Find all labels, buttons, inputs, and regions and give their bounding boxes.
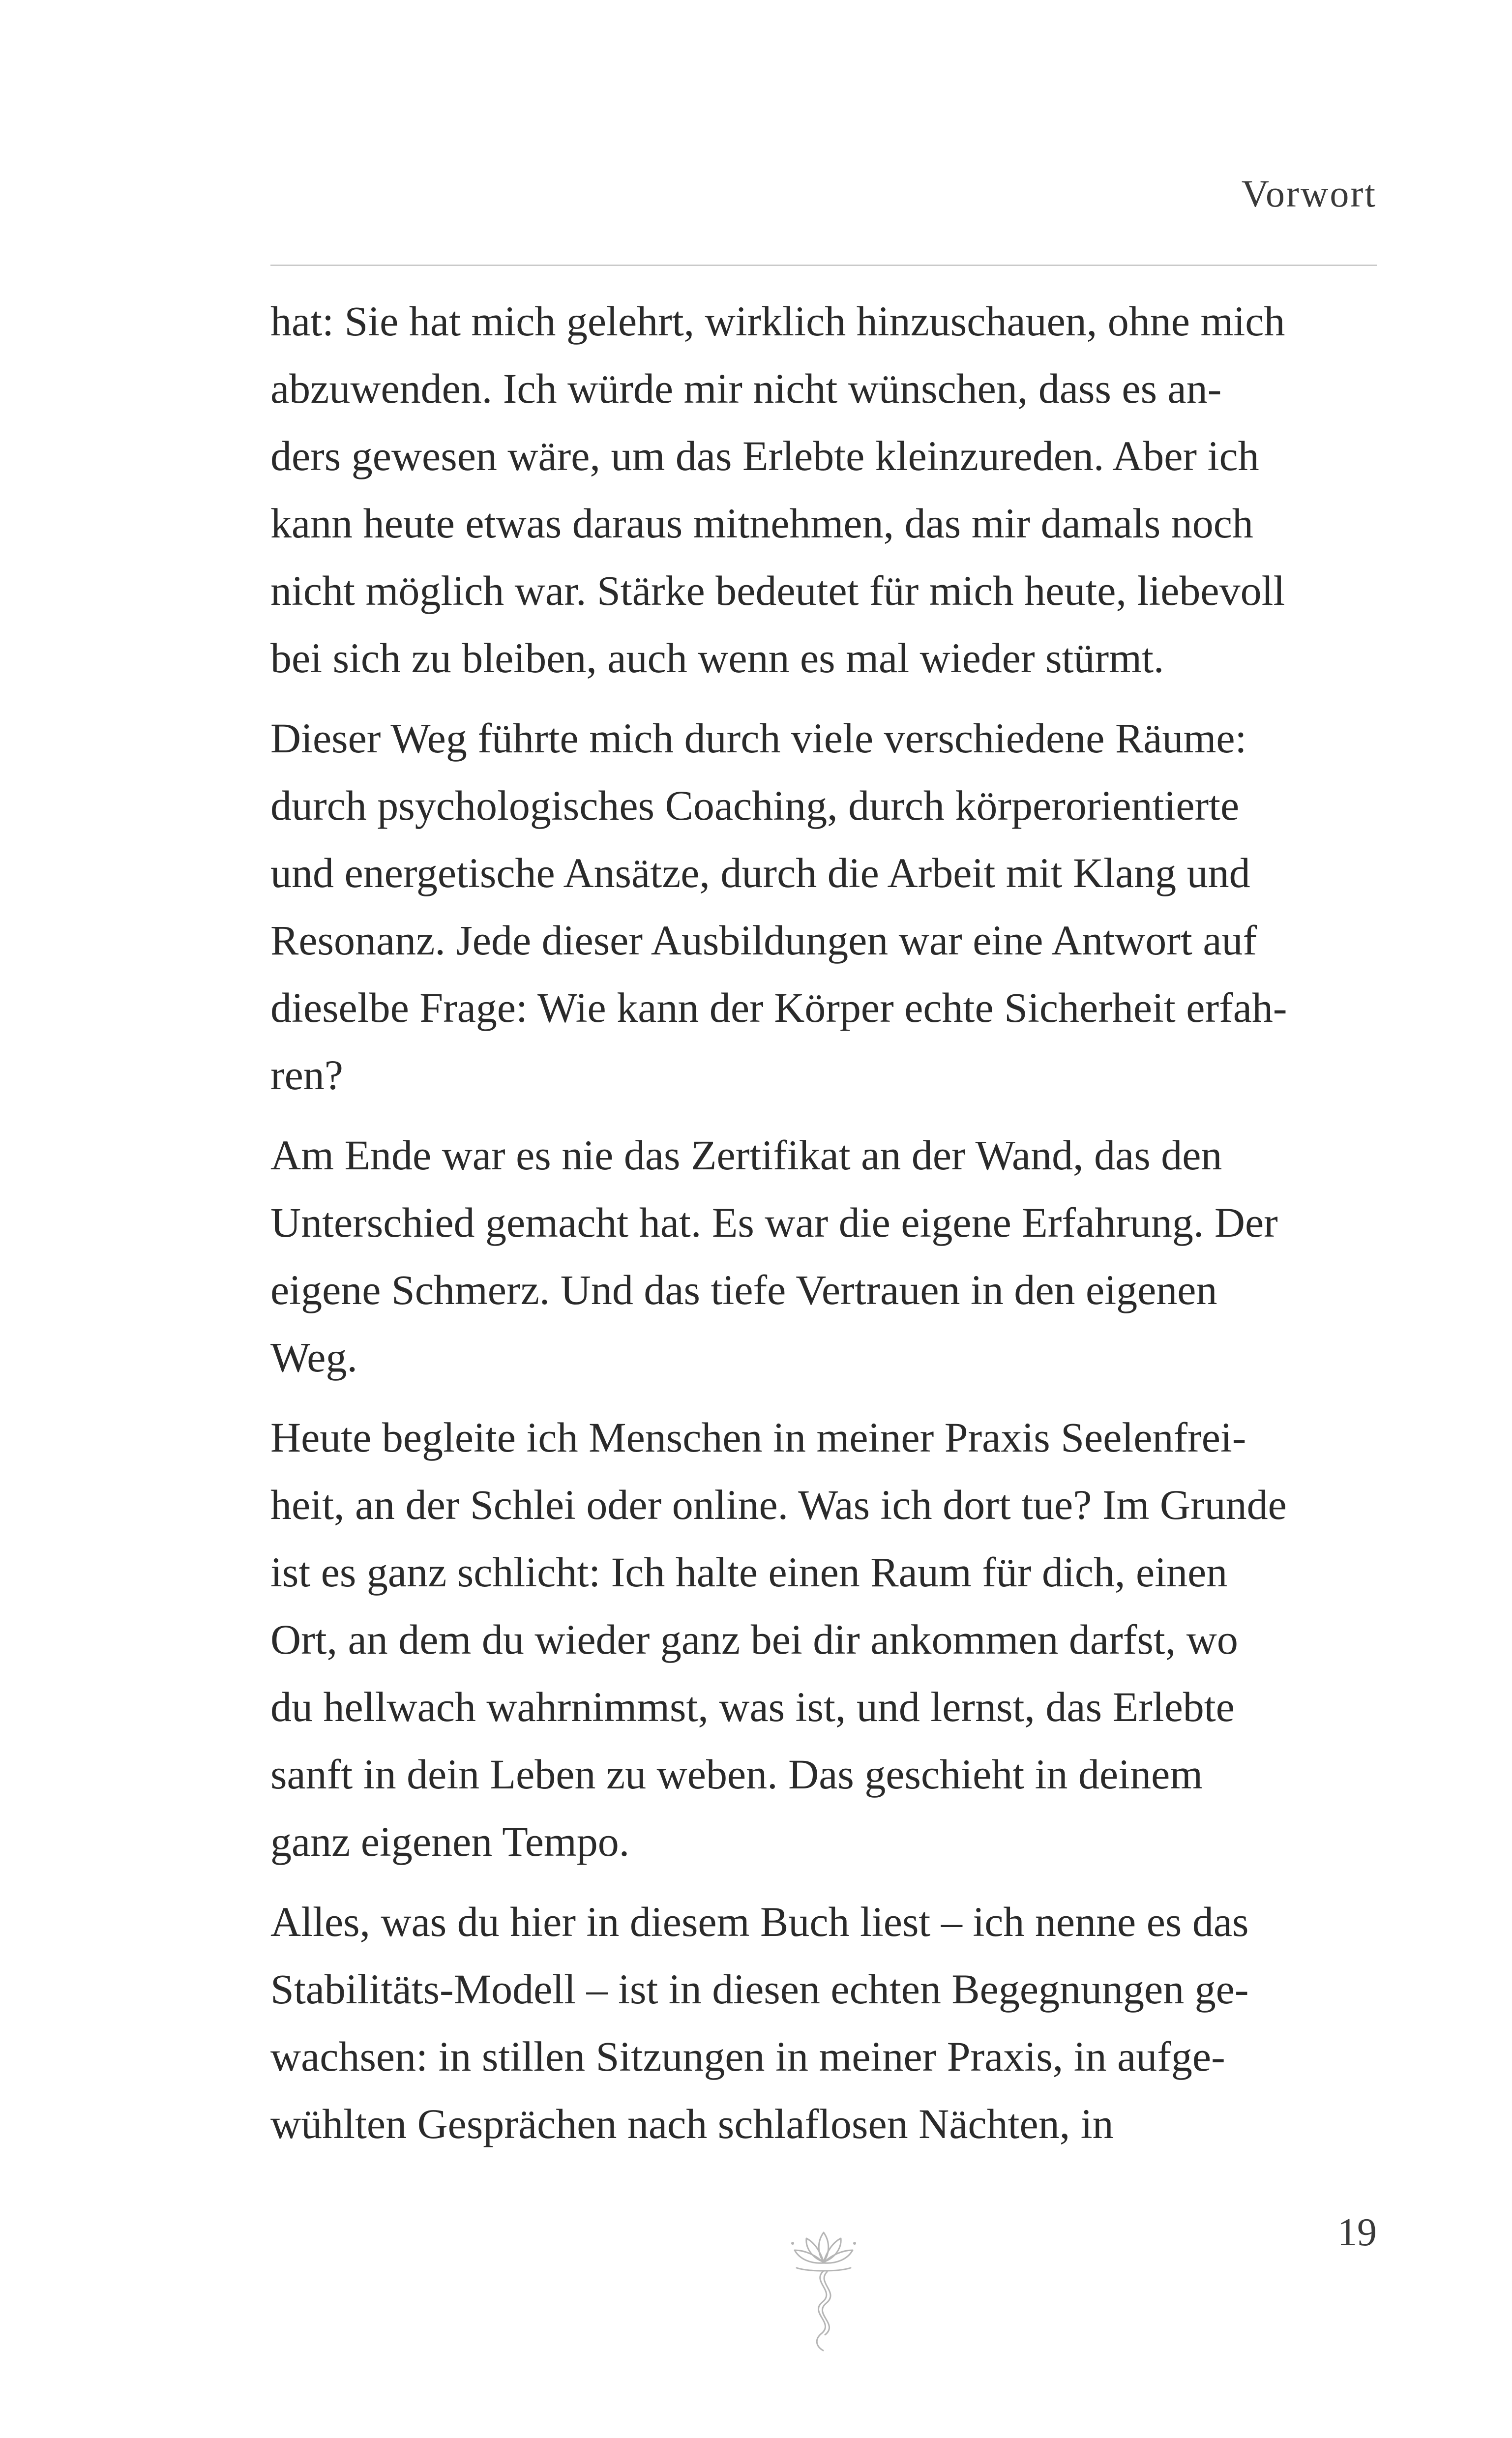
text-line: Alles, was du hier in diesem Buch liest – ich nenne es das	[270, 1898, 1249, 1945]
text-line: bei sich zu bleiben, auch wenn es mal wieder stürmt.	[270, 634, 1164, 682]
paragraph	[270, 1404, 1377, 1875]
text-line: ren?	[270, 1051, 343, 1099]
text-line: kann heute etwas daraus mitnehmen, das mir damals noch	[270, 500, 1253, 547]
text-line: wachsen: in stillen Sitzungen in meiner Praxis, in aufge-	[270, 2033, 1225, 2080]
text-line: sanft in dein Leben zu weben. Das geschieht in deinem	[270, 1751, 1203, 1798]
text-line: ganz eigenen Tempo.	[270, 1818, 630, 1865]
text-line: durch psychologisches Coaching, durch körperorientierte	[270, 782, 1240, 829]
text-line: und energetische Ansätze, durch die Arbeit mit Klang und	[270, 849, 1250, 896]
text-line: hat: Sie hat mich gelehrt, wirklich hinzuschauen, ohne mich	[270, 297, 1285, 345]
text-line: Resonanz. Jede dieser Ausbildungen war eine Antwort auf	[270, 917, 1257, 964]
text-line: heit, an der Schlei oder online. Was ich dort tue? Im Grunde	[270, 1481, 1287, 1528]
lotus-ornament-icon	[782, 2223, 865, 2355]
page-number: 19	[1337, 2211, 1377, 2254]
header-divider	[270, 265, 1377, 266]
body-text	[270, 288, 1377, 2158]
paragraph	[270, 288, 1377, 692]
text-line: abzuwenden. Ich würde mir nicht wünschen, dass es an-	[270, 365, 1222, 412]
text-line: Weg.	[270, 1334, 357, 1381]
text-line: Am Ende war es nie das Zertifikat an der Wand, das den	[270, 1131, 1222, 1179]
paragraph	[270, 1888, 1377, 2158]
text-line: ders gewesen wäre, um das Erlebte kleinzureden. Aber ich	[270, 432, 1259, 479]
running-head-title: Vorwort	[1241, 172, 1377, 215]
text-line: Ort, an dem du wieder ganz bei dir ankommen darfst, wo	[270, 1616, 1238, 1663]
text-line: ist es ganz schlicht: Ich halte einen Raum für dich, einen	[270, 1548, 1228, 1596]
text-line: du hellwach wahrnimmst, was ist, und lernst, das Erlebte	[270, 1683, 1235, 1730]
text-line: Heute begleite ich Menschen in meiner Praxis Seelenfrei-	[270, 1414, 1246, 1461]
text-line: Unterschied gemacht hat. Es war die eigene Erfahrung. Der	[270, 1199, 1278, 1246]
text-line: dieselbe Frage: Wie kann der Körper echte Sicherheit erfah-	[270, 984, 1287, 1031]
paragraph	[270, 705, 1377, 1109]
paragraph	[270, 1122, 1377, 1391]
text-line: wühlten Gesprächen nach schlaflosen Nächten, in	[270, 2100, 1114, 2147]
text-line: Dieser Weg führte mich durch viele verschiedene Räume:	[270, 714, 1247, 762]
text-line: eigene Schmerz. Und das tiefe Vertrauen in den eigenen	[270, 1266, 1217, 1313]
text-line: Stabilitäts-Modell – ist in diesen echten Begegnungen ge-	[270, 1965, 1249, 2013]
text-line: nicht möglich war. Stärke bedeutet für mich heute, liebevoll	[270, 567, 1285, 614]
